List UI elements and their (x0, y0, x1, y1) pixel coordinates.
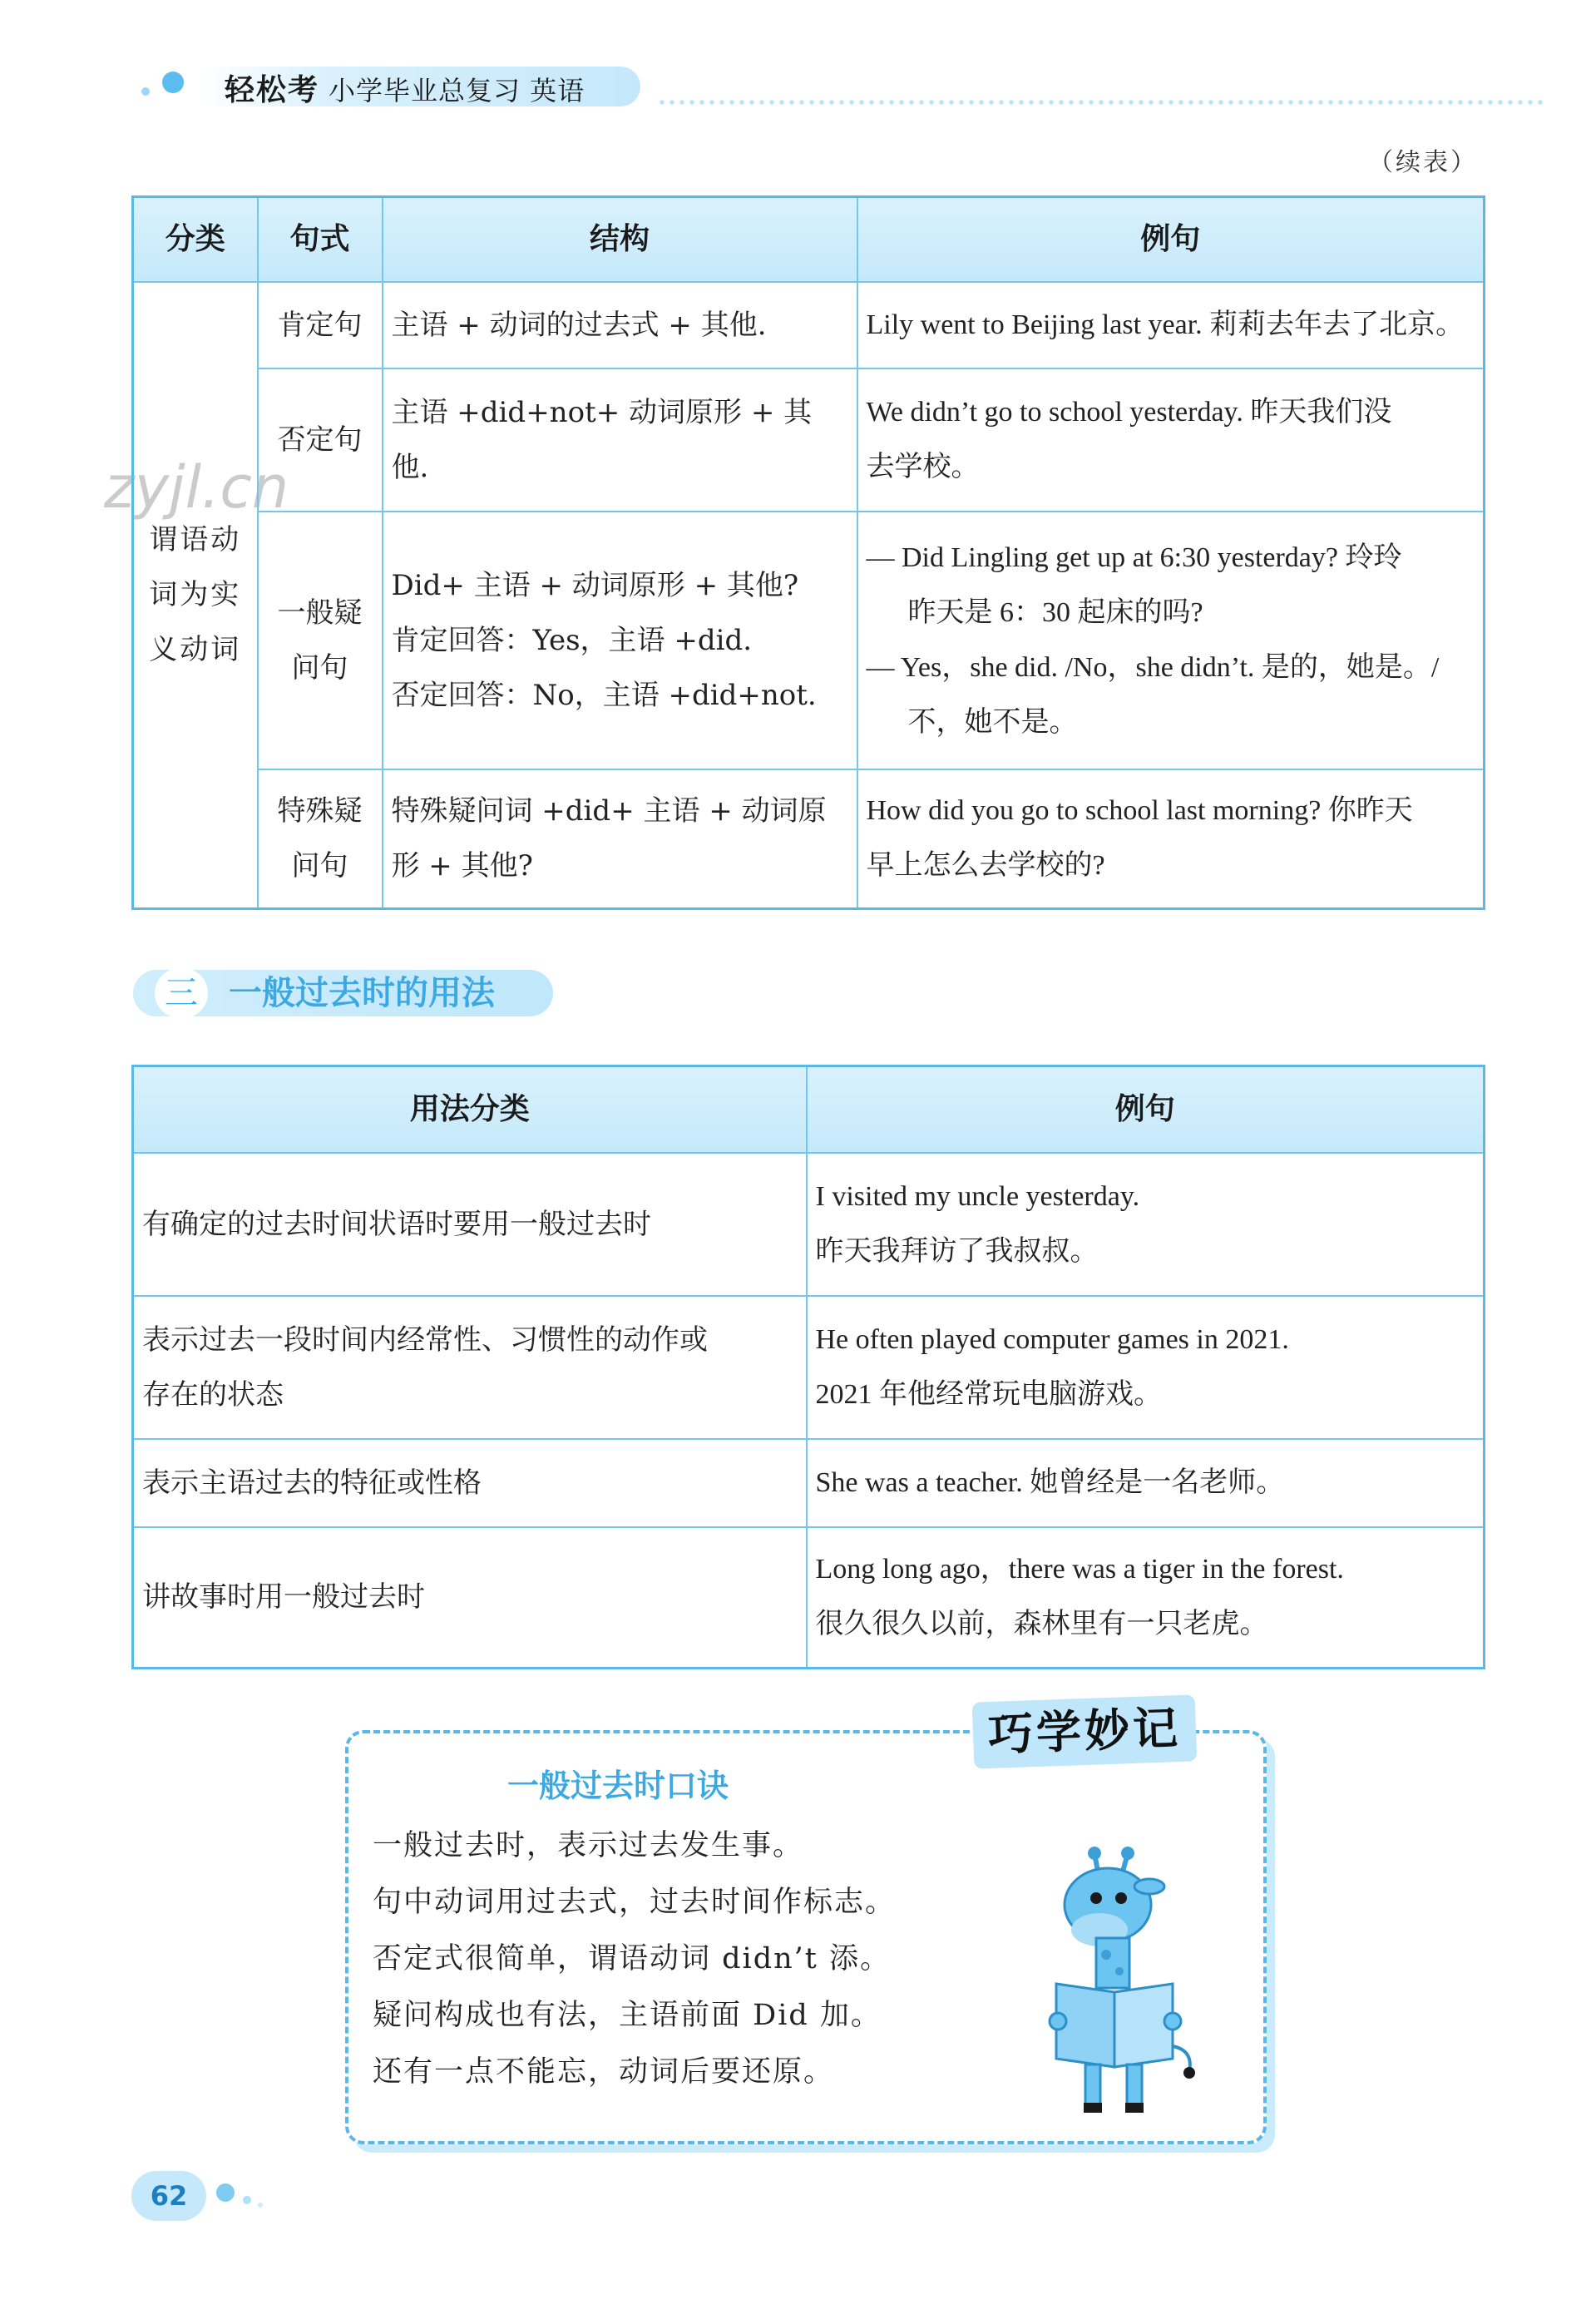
sentence-type-text: 肯定句 (277, 308, 363, 342)
structure-cell (383, 368, 857, 512)
mnemonic-line: 一般过去时，表示过去发生事。 (373, 1829, 804, 1862)
structure-cell (383, 512, 857, 769)
table-row (133, 512, 1485, 769)
mnemonic-badge: 巧学妙记 (972, 1694, 1198, 1768)
footer-deco-dot (258, 2203, 263, 2208)
example-cell (807, 1296, 1485, 1439)
mnemonic-line: 否定式很简单，谓语动词 didn’t 添。 (373, 1942, 891, 1975)
example-cell (807, 1439, 1485, 1527)
col-header-example: 例句 (857, 197, 1485, 282)
mnemonic-line: 句中动词用过去式，过去时间作标志。 (373, 1886, 897, 1919)
table-row (133, 769, 1485, 909)
category-cell (133, 282, 258, 909)
example-text: 2021 年他经常玩电脑游戏。 (815, 1378, 1162, 1410)
col-header-usage: 用法分类 (133, 1066, 807, 1153)
mnemonic-title: 一般过去时口诀 (507, 1768, 729, 1804)
usage-text: 表示主语过去的特征或性格 (142, 1466, 482, 1500)
table-row (133, 282, 1485, 368)
sentence-type-text: 问句 (291, 650, 348, 685)
mnemonic-line: 疑问构成也有法，主语前面 Did 加。 (373, 1999, 882, 2032)
usage-text: 讲故事时用一般过去时 (142, 1580, 425, 1614)
footer-deco-dot (243, 2196, 251, 2204)
mnemonic-lines (373, 1817, 896, 2100)
giraffe-reading-illustration (1048, 1847, 1214, 2121)
continued-label: （续表） (1368, 148, 1478, 177)
sentence-type-text: 问句 (291, 849, 348, 883)
example-text: 不，她不是。 (907, 706, 1078, 738)
sentence-type-cell (258, 512, 383, 769)
table-row (133, 368, 1485, 512)
structure-text: 主语 +did+not+ 动词原形 + 其他. (391, 395, 813, 484)
sentence-type-text: 特殊疑 (277, 794, 363, 828)
sentence-type-text: 否定句 (277, 423, 363, 457)
header-deco-dot-small (141, 87, 150, 96)
usage-table (131, 1065, 1485, 1669)
usage-text: 有确定的过去时间状语时要用一般过去时 (142, 1207, 651, 1241)
usage-cell (133, 1439, 807, 1527)
example-cell (807, 1527, 1485, 1669)
col-header-example: 例句 (807, 1066, 1485, 1153)
example-text: — Did Lingling get up at 6:30 yesterday? 玲玲 (866, 541, 1402, 573)
example-cell (857, 769, 1485, 909)
example-text: We didn’t go to school yesterday. 昨天我们没 (866, 396, 1392, 428)
watermark: zyjl.cn (104, 453, 289, 522)
sentence-type-cell (258, 282, 383, 368)
usage-text: 表示过去一段时间内经常性、习惯性的动作或 (142, 1323, 708, 1357)
structure-text: 形 + 其他? (391, 849, 533, 883)
example-text: I visited my uncle yesterday. (815, 1180, 1140, 1212)
example-text: — Yes，she did. /No，she didn’t. 是的，她是。/ (866, 651, 1440, 683)
structure-cell (383, 769, 857, 909)
header-subtitle: 小学毕业总复习 英语 (329, 75, 585, 106)
example-text: 昨天是 6：30 起床的吗? (907, 596, 1203, 628)
section-number: 三 (155, 968, 208, 1018)
category-line: 义动词 (149, 633, 242, 667)
header-dotted-line (657, 100, 1547, 105)
example-text: Lily went to Beijing last year. 莉莉去年去了北京。 (866, 309, 1465, 340)
table-row (133, 1296, 1485, 1439)
structure-text: Did+ 主语 + 动词原形 + 其他? (391, 568, 799, 602)
structure-cell (383, 282, 857, 368)
example-text: 昨天我拜访了我叔叔。 (815, 1235, 1099, 1267)
usage-cell (133, 1153, 807, 1296)
structure-text: 肯定回答：Yes，主语 +did. (391, 623, 753, 657)
example-cell (807, 1153, 1485, 1296)
example-text: How did you go to school last morning? 你昨天 (866, 795, 1413, 827)
example-cell (857, 368, 1485, 512)
col-header-structure: 结构 (383, 197, 857, 282)
mnemonic-line: 还有一点不能忘，动词后要还原。 (373, 2055, 835, 2089)
example-cell (857, 512, 1485, 769)
col-header-sentence-type: 句式 (258, 197, 383, 282)
structure-text: 主语 + 动词的过去式 + 其他. (391, 308, 767, 342)
footer-deco-dot (216, 2183, 235, 2202)
col-header-category: 分类 (133, 197, 258, 282)
structure-text: 特殊疑问词 +did+ 主语 + 动词原 (391, 794, 827, 828)
category-line: 谓语动 (149, 523, 242, 557)
usage-cell (133, 1296, 807, 1439)
example-text: Long long ago，there was a tiger in the forest. (815, 1554, 1344, 1585)
header-brand: 轻松考 (225, 73, 320, 107)
page-number: 62 (150, 2180, 188, 2212)
category-line: 词为实 (149, 578, 242, 612)
table-row (133, 1153, 1485, 1296)
example-text: 早上怎么去学校的? (866, 850, 1105, 882)
sentence-type-cell (258, 769, 383, 909)
sentence-type-text: 一般疑 (277, 596, 363, 630)
header-deco-dot (162, 72, 184, 93)
table-row (133, 1439, 1485, 1527)
structure-text: 否定回答：No，主语 +did+not. (391, 678, 817, 712)
sentence-type-cell (258, 368, 383, 512)
example-cell (857, 282, 1485, 368)
example-text: She was a teacher. 她曾经是一名老师。 (815, 1466, 1285, 1498)
sentence-structure-table (131, 195, 1485, 910)
section-title: 一般过去时的用法 (229, 974, 495, 1012)
example-text: 去学校。 (866, 451, 980, 482)
usage-text: 存在的状态 (142, 1377, 284, 1412)
example-text: He often played computer games in 2021. (815, 1323, 1289, 1355)
table-row (133, 1527, 1485, 1669)
usage-cell (133, 1527, 807, 1669)
example-text: 很久很久以前，森林里有一只老虎。 (815, 1609, 1268, 1640)
